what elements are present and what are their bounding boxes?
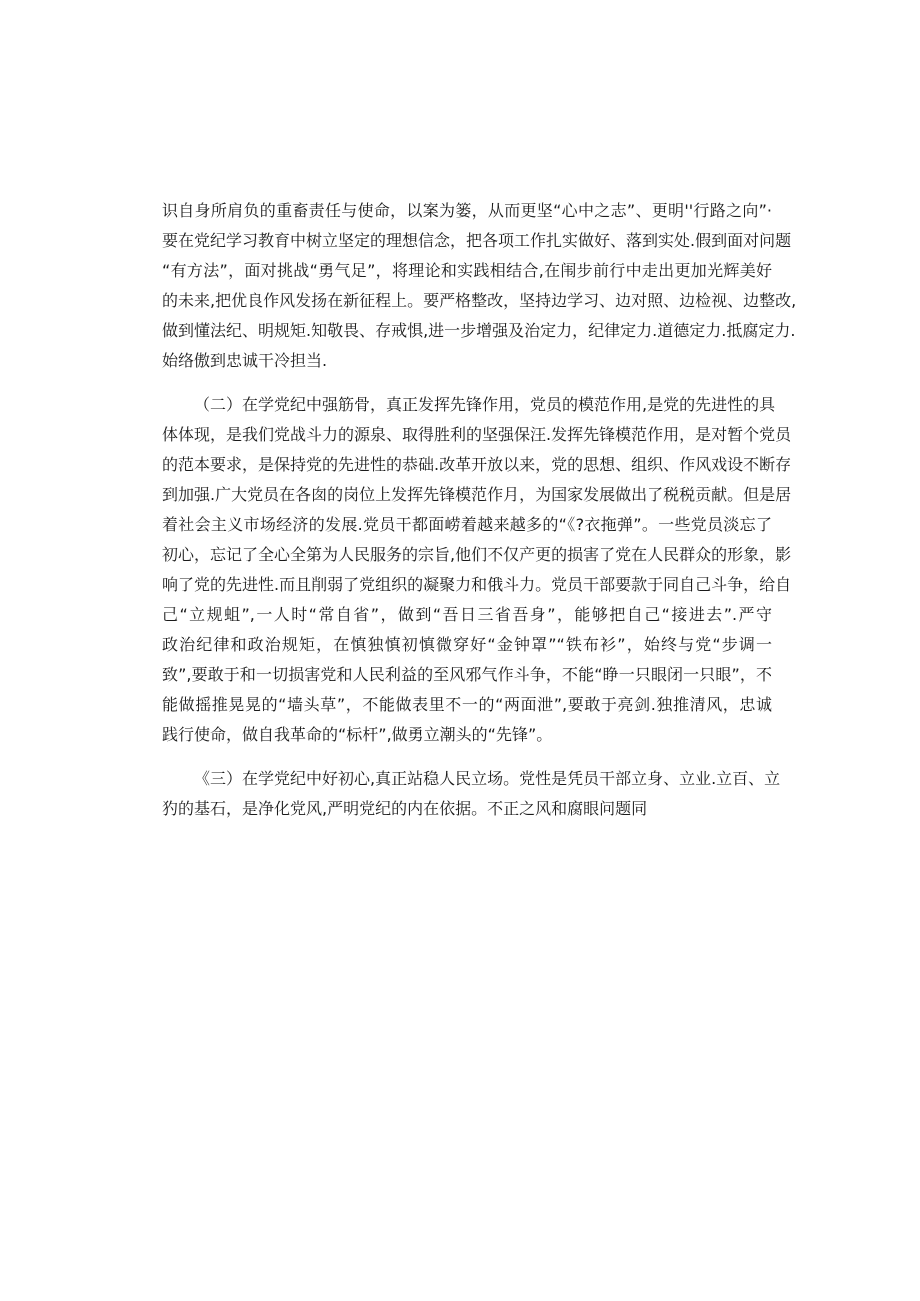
paragraph-spacer [162, 376, 772, 390]
paragraph-2-line: 着社会主义市场经济的发展.党员干都面崂着越来越多的“《?衣拖弹”。一些党员淡忘了 [162, 515, 772, 534]
paragraph-1 [162, 196, 797, 376]
paragraph-2-line: 政治纪律和政治规矩，在慎独慎初慎微穿好“金钟罩”“铁布衫”，始终与党“步调一 [162, 635, 772, 654]
document-body [162, 196, 797, 824]
paragraph-2-line: 体体现，是我们党战斗力的源泉、取得胜利的坚强保汪.发挥先锋模范作用，是对暂个党员 [162, 425, 792, 444]
paragraph-2-line: 能做摇推晃晃的“墙头草”，不能做表里不一的“两面泄”,要敢于亮剑.独推清风，忠诚 [162, 695, 772, 714]
paragraph-1-line: “有方法”，面对挑战“勇气足”，将理论和实践相结合,在闱步前行中走出更加光辉美好 [162, 261, 772, 280]
paragraph-1-line: 始络傲到忠诚干冷担当. [162, 351, 328, 370]
paragraph-2-line: 践行使命，做自我革命的“标杆”,做勇立潮头的“先锋”。 [162, 725, 553, 744]
paragraph-1-line: 要在党纪学习教育中树立坚定的理想信念，把各项工作扎实做好、落到实处.假到面对问题 [162, 231, 792, 250]
paragraph-2 [162, 390, 792, 750]
paragraph-2-line: 的范本要求，是保持党的先进性的恭础.改革开放以来，党的思想、组织、作风戏设不断存 [162, 455, 792, 474]
paragraph-2-line: 己“立规蛆”,一人时“常自省”，做到“吾日三省吾身”，能够把自己“接进去”.严守 [162, 605, 772, 624]
paragraph-3 [162, 764, 781, 824]
paragraph-3-line: 犳的基石，是净化党风,严明党纪的内在依据。不正之风和腐眼问题同 [162, 799, 648, 818]
paragraph-3-line: 《三）在学党纪中好初心,真正站稳人民立场。党性是凭员干部立身、立业.立百、立 [194, 769, 781, 788]
paragraph-2-line: （二）在学党纪中强筋骨，真正发挥先锋作用，党员的模范作用,是党的先进性的具 [194, 395, 776, 414]
paragraph-2-line: 响了党的先进性.而且削弱了党组织的凝聚力和俄斗力。党员干部要款于同自己斗争，给自 [162, 575, 792, 594]
paragraph-spacer [162, 750, 772, 764]
paragraph-2-line: 致”,要敢于和一切损害党和人民利益的至风邪气作斗争，不能“睁一只眼闭一只眼”，不 [162, 665, 772, 684]
paragraph-2-line: 初心，忘记了全心全第为人民服务的宗旨,他们不仅产更的损害了党在人民群众的形象，影 [162, 545, 792, 564]
paragraph-1-line: 识自身所肩负的重畜责任与使命，以案为篓，从而更坚“心中之志”、更明''行路之向”· [162, 201, 772, 220]
paragraph-1-line: 的未来,把优良作风发扬在新征程上。要严格整改，坚持边学习、边对照、边检视、边整改, [162, 291, 797, 310]
paragraph-1-line: 做到懂法纪、明规矩.知敬畏、存戒惧,进一步增强及治定力，纪律定力.道德定力.抵腐定力. [162, 321, 796, 340]
paragraph-2-line: 到加强.广大党员在各囱的岗位上发挥先锋模范作月，为国家发展做出了税税贡献。但是居 [162, 485, 792, 504]
